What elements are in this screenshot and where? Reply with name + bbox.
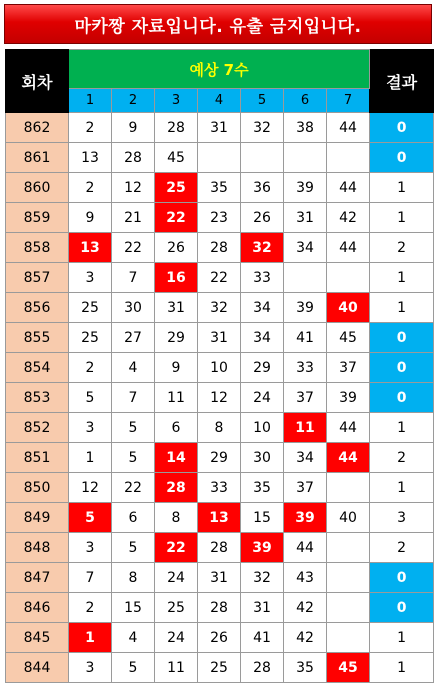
number-cell: 33 <box>241 263 284 293</box>
number-cell: 8 <box>155 503 198 533</box>
number-cell: 30 <box>112 293 155 323</box>
number-cell: 39 <box>327 383 370 413</box>
number-cell: 26 <box>198 623 241 653</box>
number-cell: 2 <box>69 593 112 623</box>
round-cell: 845 <box>6 623 69 653</box>
number-cell <box>241 143 284 173</box>
number-cell: 41 <box>241 623 284 653</box>
number-cell: 29 <box>241 353 284 383</box>
number-cell: 2 <box>69 113 112 143</box>
number-cell: 8 <box>198 413 241 443</box>
matched-number-cell: 22 <box>155 203 198 233</box>
matched-number-cell: 11 <box>284 413 327 443</box>
number-cell: 22 <box>112 473 155 503</box>
number-cell: 45 <box>155 143 198 173</box>
result-cell: 2 <box>370 533 434 563</box>
table-row <box>6 413 434 443</box>
number-cell: 3 <box>69 533 112 563</box>
table-row <box>6 383 434 413</box>
number-cell: 38 <box>284 113 327 143</box>
number-cell: 44 <box>284 533 327 563</box>
header-prediction: 예상 7수 <box>69 50 370 89</box>
table-row <box>6 623 434 653</box>
result-cell: 0 <box>370 593 434 623</box>
round-cell: 860 <box>6 173 69 203</box>
matched-number-cell: 32 <box>241 233 284 263</box>
number-cell: 5 <box>112 653 155 683</box>
table-row <box>6 473 434 503</box>
number-cell: 26 <box>241 203 284 233</box>
number-cell: 34 <box>241 293 284 323</box>
number-cell <box>284 263 327 293</box>
header-column-2: 2 <box>112 89 155 113</box>
number-cell <box>327 143 370 173</box>
table-row <box>6 563 434 593</box>
number-cell: 31 <box>155 293 198 323</box>
number-cell <box>327 593 370 623</box>
number-cell: 21 <box>112 203 155 233</box>
number-cell: 44 <box>327 413 370 443</box>
matched-number-cell: 44 <box>327 443 370 473</box>
round-cell: 850 <box>6 473 69 503</box>
number-cell: 5 <box>112 533 155 563</box>
number-cell: 31 <box>284 203 327 233</box>
number-cell: 45 <box>327 323 370 353</box>
number-cell: 44 <box>327 113 370 143</box>
number-cell: 9 <box>69 203 112 233</box>
header-column-5: 5 <box>241 89 284 113</box>
result-cell: 1 <box>370 413 434 443</box>
header-column-1: 1 <box>69 89 112 113</box>
table-row <box>6 533 434 563</box>
header-column-4: 4 <box>198 89 241 113</box>
number-cell: 5 <box>112 443 155 473</box>
number-cell: 31 <box>241 593 284 623</box>
number-cell: 2 <box>69 173 112 203</box>
table-row <box>6 233 434 263</box>
number-cell: 39 <box>284 293 327 323</box>
number-cell <box>327 563 370 593</box>
number-cell: 8 <box>112 563 155 593</box>
round-cell: 851 <box>6 443 69 473</box>
matched-number-cell: 22 <box>155 533 198 563</box>
result-cell: 0 <box>370 113 434 143</box>
number-cell: 25 <box>198 653 241 683</box>
number-cell: 24 <box>155 623 198 653</box>
result-cell: 0 <box>370 353 434 383</box>
header-column-7: 7 <box>327 89 370 113</box>
number-cell: 22 <box>112 233 155 263</box>
number-cell: 4 <box>112 353 155 383</box>
table-row <box>6 143 434 173</box>
result-cell: 1 <box>370 173 434 203</box>
round-cell: 859 <box>6 203 69 233</box>
number-cell: 31 <box>198 563 241 593</box>
round-cell: 846 <box>6 593 69 623</box>
header-column-3: 3 <box>155 89 198 113</box>
result-cell: 1 <box>370 203 434 233</box>
round-cell: 854 <box>6 353 69 383</box>
number-cell <box>327 623 370 653</box>
matched-number-cell: 13 <box>198 503 241 533</box>
number-cell: 44 <box>327 173 370 203</box>
round-cell: 844 <box>6 653 69 683</box>
number-cell: 9 <box>112 113 155 143</box>
result-cell: 2 <box>370 443 434 473</box>
round-cell: 855 <box>6 323 69 353</box>
number-cell: 34 <box>241 323 284 353</box>
number-cell <box>327 263 370 293</box>
number-cell: 40 <box>327 503 370 533</box>
table-row <box>6 503 434 533</box>
number-cell <box>198 143 241 173</box>
matched-number-cell: 13 <box>69 233 112 263</box>
number-cell: 4 <box>112 623 155 653</box>
number-cell: 31 <box>198 323 241 353</box>
number-cell: 5 <box>112 413 155 443</box>
number-cell: 41 <box>284 323 327 353</box>
result-cell: 2 <box>370 233 434 263</box>
number-cell: 42 <box>284 623 327 653</box>
number-cell: 25 <box>69 323 112 353</box>
number-cell: 11 <box>155 383 198 413</box>
number-cell: 24 <box>241 383 284 413</box>
round-cell: 849 <box>6 503 69 533</box>
number-cell: 36 <box>241 173 284 203</box>
number-cell: 15 <box>241 503 284 533</box>
number-cell: 29 <box>198 443 241 473</box>
number-cell: 35 <box>198 173 241 203</box>
number-cell: 35 <box>241 473 284 503</box>
number-cell: 13 <box>69 143 112 173</box>
table-row <box>6 443 434 473</box>
number-cell: 25 <box>155 593 198 623</box>
matched-number-cell: 25 <box>155 173 198 203</box>
matched-number-cell: 16 <box>155 263 198 293</box>
table-row <box>6 353 434 383</box>
round-cell: 856 <box>6 293 69 323</box>
table-row <box>6 323 434 353</box>
number-cell: 28 <box>198 593 241 623</box>
number-cell: 28 <box>112 143 155 173</box>
result-cell: 0 <box>370 323 434 353</box>
number-cell: 34 <box>284 443 327 473</box>
result-cell: 0 <box>370 383 434 413</box>
number-cell: 28 <box>155 113 198 143</box>
result-cell: 1 <box>370 293 434 323</box>
number-cell: 12 <box>69 473 112 503</box>
lottery-prediction-table <box>5 49 434 683</box>
result-cell: 0 <box>370 143 434 173</box>
number-cell <box>327 473 370 503</box>
matched-number-cell: 39 <box>241 533 284 563</box>
header-result: 결과 <box>370 50 434 113</box>
number-cell: 44 <box>327 233 370 263</box>
number-cell: 37 <box>284 473 327 503</box>
number-cell: 6 <box>112 503 155 533</box>
title-banner: 마카짱 자료입니다. 유출 금지입니다. <box>4 4 432 44</box>
number-cell: 3 <box>69 263 112 293</box>
result-cell: 1 <box>370 473 434 503</box>
table-row <box>6 173 434 203</box>
matched-number-cell: 45 <box>327 653 370 683</box>
number-cell: 5 <box>69 383 112 413</box>
number-cell: 26 <box>155 233 198 263</box>
round-cell: 862 <box>6 113 69 143</box>
number-cell: 35 <box>284 653 327 683</box>
table-row <box>6 263 434 293</box>
number-cell: 7 <box>112 263 155 293</box>
number-cell: 6 <box>155 413 198 443</box>
number-cell: 3 <box>69 653 112 683</box>
header-round: 회차 <box>6 50 69 113</box>
number-cell: 27 <box>112 323 155 353</box>
result-cell: 0 <box>370 563 434 593</box>
number-cell: 32 <box>198 293 241 323</box>
number-cell: 25 <box>69 293 112 323</box>
table-row <box>6 113 434 143</box>
number-cell: 37 <box>327 353 370 383</box>
round-cell: 858 <box>6 233 69 263</box>
number-cell: 32 <box>241 563 284 593</box>
matched-number-cell: 14 <box>155 443 198 473</box>
number-cell: 12 <box>198 383 241 413</box>
number-cell: 39 <box>284 173 327 203</box>
number-cell: 28 <box>198 533 241 563</box>
number-cell: 24 <box>155 563 198 593</box>
matched-number-cell: 1 <box>69 623 112 653</box>
round-cell: 852 <box>6 413 69 443</box>
number-cell: 43 <box>284 563 327 593</box>
number-cell: 42 <box>284 593 327 623</box>
matched-number-cell: 28 <box>155 473 198 503</box>
round-cell: 847 <box>6 563 69 593</box>
number-cell <box>284 143 327 173</box>
table-row <box>6 593 434 623</box>
number-cell: 23 <box>198 203 241 233</box>
result-cell: 1 <box>370 653 434 683</box>
matched-number-cell: 40 <box>327 293 370 323</box>
number-cell: 28 <box>241 653 284 683</box>
number-cell: 1 <box>69 443 112 473</box>
header-column-6: 6 <box>284 89 327 113</box>
number-cell: 30 <box>241 443 284 473</box>
result-cell: 1 <box>370 623 434 653</box>
number-cell: 34 <box>284 233 327 263</box>
number-cell: 28 <box>198 233 241 263</box>
table-row <box>6 293 434 323</box>
result-cell: 3 <box>370 503 434 533</box>
number-cell: 37 <box>284 383 327 413</box>
number-cell: 9 <box>155 353 198 383</box>
number-cell: 22 <box>198 263 241 293</box>
number-cell: 3 <box>69 413 112 443</box>
round-cell: 853 <box>6 383 69 413</box>
number-cell: 7 <box>112 383 155 413</box>
round-cell: 848 <box>6 533 69 563</box>
number-cell: 10 <box>198 353 241 383</box>
number-cell: 12 <box>112 173 155 203</box>
number-cell: 31 <box>198 113 241 143</box>
result-cell: 1 <box>370 263 434 293</box>
number-cell: 33 <box>284 353 327 383</box>
number-cell: 10 <box>241 413 284 443</box>
round-cell: 861 <box>6 143 69 173</box>
table-row <box>6 653 434 683</box>
number-cell: 33 <box>198 473 241 503</box>
table-row <box>6 203 434 233</box>
matched-number-cell: 39 <box>284 503 327 533</box>
number-cell: 2 <box>69 353 112 383</box>
number-cell: 15 <box>112 593 155 623</box>
number-cell: 32 <box>241 113 284 143</box>
number-cell <box>327 533 370 563</box>
matched-number-cell: 5 <box>69 503 112 533</box>
number-cell: 29 <box>155 323 198 353</box>
round-cell: 857 <box>6 263 69 293</box>
number-cell: 7 <box>69 563 112 593</box>
number-cell: 42 <box>327 203 370 233</box>
number-cell: 11 <box>155 653 198 683</box>
